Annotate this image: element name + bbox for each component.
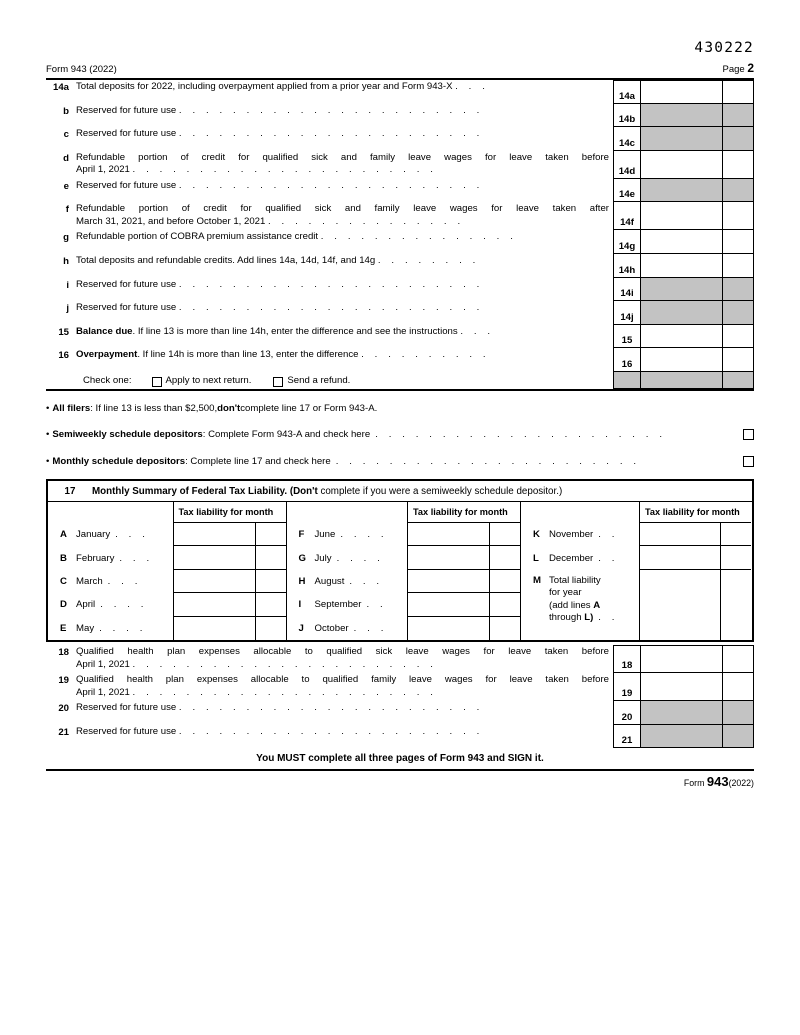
- tax-liability-caption: Tax liability for month: [407, 502, 520, 523]
- monthly-summary-header: [48, 481, 752, 502]
- footer-form-year: (2022): [728, 778, 754, 788]
- cents-field: [723, 278, 754, 302]
- line-box-number: 20: [613, 701, 641, 725]
- line-text: Total deposits and refundable credits. Add lines 14a, 14d, 14f, and 14g . . . . . . . .: [76, 254, 480, 266]
- leader-dots: . . . . . . . . . . . . . . . . . . . . . . .: [178, 725, 484, 737]
- line-box-number: 14e: [613, 179, 641, 203]
- amount-field[interactable]: [641, 151, 723, 179]
- line-text-bold: Overpayment: [76, 349, 138, 361]
- amount-field: [641, 701, 723, 725]
- amount-field[interactable]: [641, 348, 723, 372]
- form-line-row: [46, 325, 754, 349]
- month-row: [287, 593, 521, 616]
- month-group-2: [286, 502, 521, 640]
- bullet-dot: •: [46, 429, 50, 440]
- depositor-instruction: [46, 421, 754, 448]
- monthly-summary-title: [92, 486, 562, 497]
- month-cents-field[interactable]: [489, 523, 520, 546]
- form-line-row: [46, 725, 754, 749]
- leader-dots: . . . . . . . . . . . . . . . . . . . . . . .: [178, 302, 484, 314]
- cents-field: [723, 701, 754, 725]
- line-number-label: b: [63, 105, 69, 117]
- amount-field[interactable]: [641, 254, 723, 278]
- leader-dots: . . . . . . . . . . . . . . . . . . . . . . .: [178, 702, 484, 713]
- form-line-row: [46, 230, 754, 254]
- line-description: [76, 325, 613, 349]
- total-liability-cents-field[interactable]: [720, 570, 751, 640]
- monthly-summary-dont: (Don't: [289, 485, 318, 497]
- footer-form-id: [684, 774, 754, 789]
- month-group-3: [520, 502, 751, 640]
- month-letter: E: [60, 622, 67, 634]
- month-row: [48, 570, 286, 593]
- line-number-label: 18: [58, 647, 69, 658]
- bullet-text: : Complete line 17 and check here: [185, 456, 331, 467]
- amount-field: [641, 127, 723, 151]
- month-label: [521, 523, 639, 546]
- leader-dots: . . . . . . . .: [377, 254, 480, 266]
- line-17-number: 17: [64, 485, 76, 497]
- amount-field[interactable]: [641, 202, 723, 230]
- month-amount-field[interactable]: [407, 546, 489, 569]
- line-box-number: 14g: [613, 230, 641, 254]
- month-row: [521, 523, 751, 546]
- check-one-label: Check one:: [83, 375, 132, 387]
- depositor-instruction: [46, 448, 754, 475]
- leader-dots: . . . . . . . . . . . . . . . . . . . . . . .: [178, 128, 484, 140]
- month-letter: A: [60, 529, 67, 541]
- month-row: [521, 546, 751, 569]
- leader-dots: . . .: [460, 325, 495, 337]
- bullet-dot: •: [46, 403, 50, 414]
- leader-dots: . . .: [455, 81, 489, 92]
- month-group-header: [287, 502, 521, 523]
- month-header-spacer: [287, 502, 408, 523]
- month-cents-field[interactable]: [720, 523, 751, 546]
- month-letter: G: [298, 552, 306, 564]
- month-cents-field[interactable]: [255, 570, 286, 593]
- month-row: [287, 617, 521, 640]
- month-name: February: [76, 552, 115, 564]
- month-cents-field[interactable]: [489, 617, 520, 640]
- amount-field[interactable]: [641, 230, 723, 254]
- leader-dots: . . . . . . . . . . . . . . . . . . . . . . .: [178, 278, 484, 290]
- line-description: [76, 725, 613, 749]
- cents-field[interactable]: [723, 202, 754, 230]
- month-label: [48, 570, 173, 593]
- line-number-label: h: [63, 255, 69, 267]
- month-group-header: [521, 502, 751, 523]
- leader-dots: . . . . . . . . . . . . . . . . . . . . . .: [375, 429, 667, 440]
- form-line-row: [46, 179, 754, 203]
- line-text-second: April 1, 2021 . . . . . . . . . . . . . . . . . . . . . . .: [76, 164, 437, 176]
- month-header-spacer: [48, 502, 173, 523]
- month-letter: F: [298, 529, 305, 541]
- total-liability-label: [521, 570, 639, 640]
- leader-dots: . . . . . . . . . .: [361, 349, 490, 361]
- amount-field: [641, 179, 723, 203]
- total-liability-row: [521, 570, 751, 640]
- line-description: [76, 254, 613, 278]
- line-number-label: c: [63, 129, 69, 141]
- bullet-text: : Complete Form 943-A and check here: [202, 429, 371, 440]
- month-amount-field[interactable]: [173, 593, 255, 616]
- form-line-row: [46, 348, 754, 372]
- line-text: Reserved for future use . . . . . . . . . . . . . . . . . . . . . . .: [76, 702, 484, 713]
- month-name: October: [314, 622, 349, 634]
- cents-field[interactable]: [723, 325, 754, 349]
- month-cents-field[interactable]: [489, 570, 520, 593]
- leader-dots: . . . . . . . . . . . . . . . . . . . . . . .: [132, 686, 437, 698]
- bullet-dot: •: [46, 456, 50, 467]
- line-text: Total deposits for 2022, including overpayment applied from a prior year and Form 943-X . . .: [76, 81, 489, 92]
- line-number-label: i: [66, 279, 69, 291]
- form-line-row: [46, 127, 754, 151]
- line-number-label: f: [65, 204, 69, 216]
- month-name: September: [314, 599, 362, 611]
- month-label: [48, 617, 173, 640]
- line-box-number: 14c: [613, 127, 641, 151]
- apply-next-return-label: Apply to next return.: [165, 375, 252, 387]
- line-text: Refundable portion of credit for qualified sick and family leave wages for leave taken after: [76, 203, 609, 215]
- month-name: January: [76, 529, 111, 541]
- month-row: [48, 593, 286, 616]
- cents-field: [723, 301, 754, 325]
- line-text-bold: Balance due: [76, 325, 133, 337]
- amount-field[interactable]: [641, 325, 723, 349]
- leader-dots: . . .: [115, 529, 149, 541]
- check-one-text: [46, 372, 613, 389]
- line-description: [76, 151, 613, 179]
- tax-liability-caption: Tax liability for month: [173, 502, 286, 523]
- send-refund-label: Send a refund.: [287, 375, 351, 387]
- send-refund-checkbox[interactable]: [273, 377, 283, 387]
- form-line-row: [46, 645, 754, 673]
- monthly-summary-box: [46, 479, 754, 642]
- bullet-bold-label: Monthly schedule depositors: [52, 456, 186, 467]
- line-description: [76, 80, 613, 104]
- depositor-checkbox[interactable]: [743, 456, 754, 467]
- cents-field[interactable]: [723, 645, 754, 673]
- page-number: 2: [747, 61, 754, 75]
- line-text: Qualified health plan expenses allocable to qualified family leave wages for leave taken before: [76, 674, 609, 685]
- section-divider-rule: [46, 389, 754, 391]
- line-number-label: e: [63, 180, 69, 192]
- line-box-number: 18: [613, 645, 641, 673]
- month-amount-field[interactable]: [639, 546, 720, 569]
- line-description: [76, 278, 613, 302]
- month-label: [287, 546, 408, 569]
- month-label: [287, 523, 408, 546]
- leader-dots: . . .: [349, 575, 384, 587]
- cents-field[interactable]: [723, 673, 754, 701]
- line-box-number: 14d: [613, 151, 641, 179]
- leader-dots: . . . . . . . . . . . . . . .: [268, 215, 465, 227]
- leader-dots: . .: [366, 599, 387, 611]
- month-letter: C: [60, 575, 67, 587]
- check-one-amount-spacer: [641, 372, 723, 389]
- line-number-label: 19: [58, 675, 69, 686]
- cents-field: [723, 179, 754, 203]
- form-line-row: [46, 202, 754, 230]
- page-header: [46, 61, 754, 75]
- leader-dots: . . . .: [336, 552, 384, 564]
- total-liability-text: Total liability for year (add lines A through L) . .: [549, 574, 619, 623]
- amount-field: [641, 301, 723, 325]
- month-group-1: [48, 502, 286, 640]
- line-number-label: 20: [58, 703, 69, 714]
- leader-dots: . . . . . . . . . . . . . . . . . . . . . . .: [178, 179, 484, 191]
- line-text: Balance due. If line 13 is more than line 14h, enter the difference and see the instructions . . .: [76, 325, 495, 337]
- line-number-label: 15: [58, 326, 69, 338]
- bullet-bold-label: All filers: [52, 403, 91, 414]
- leader-dots: . . .: [119, 552, 154, 564]
- line-text: Reserved for future use . . . . . . . . . . . . . . . . . . . . . . .: [76, 179, 484, 191]
- leader-dots: . . .: [353, 622, 388, 634]
- month-row: [48, 617, 286, 640]
- line-number-label: 16: [58, 350, 69, 362]
- line-number-label: d: [63, 152, 69, 164]
- month-label: [48, 546, 173, 569]
- line-box-number: 14j: [613, 301, 641, 325]
- leader-dots: . . . . . . . . . . . . . . . . . . . . . . .: [178, 104, 484, 116]
- form-line-row: [46, 278, 754, 302]
- leader-dots: . . . . . . . . . . . . . . . . . . . . . . .: [335, 456, 641, 467]
- line-text: Refundable portion of credit for qualified sick and family leave wages for leave taken before: [76, 151, 609, 163]
- form-line-row: [46, 673, 754, 701]
- check-one-row: [46, 372, 754, 389]
- line-text-second: April 1, 2021 . . . . . . . . . . . . . . . . . . . . . . .: [76, 658, 437, 670]
- month-letter: D: [60, 599, 67, 611]
- month-row: [48, 546, 286, 569]
- leader-dots: . . . .: [340, 529, 388, 541]
- line-number-label: g: [63, 232, 69, 244]
- month-cents-field[interactable]: [489, 546, 520, 569]
- apply-next-return-checkbox[interactable]: [152, 377, 162, 387]
- line-description: [76, 301, 613, 325]
- depositor-checkbox[interactable]: [743, 429, 754, 440]
- month-cents-field[interactable]: [255, 593, 286, 616]
- lines-14-16-section: [46, 80, 754, 391]
- form-name-header: Form 943 (2022): [46, 64, 117, 75]
- month-group-header: [48, 502, 286, 523]
- monthly-summary-title-rest: complete if you were a semiweekly schedule depositor.): [317, 485, 563, 497]
- footer-rule: [46, 769, 754, 771]
- leader-dots: . . .: [107, 575, 142, 587]
- line-box-number: 21: [613, 725, 641, 749]
- cents-field[interactable]: [723, 230, 754, 254]
- footer-form-word: Form: [683, 778, 705, 788]
- line-text: Reserved for future use . . . . . . . . . . . . . . . . . . . . . . .: [76, 104, 484, 116]
- month-amount-field[interactable]: [173, 523, 255, 546]
- month-name: August: [314, 575, 345, 587]
- month-row: [287, 570, 521, 593]
- month-name: December: [549, 552, 594, 564]
- line-number-label: 14a: [52, 82, 69, 93]
- amount-field: [641, 278, 723, 302]
- line-description: [76, 645, 613, 673]
- month-label: [521, 546, 639, 569]
- month-name: March: [76, 575, 103, 587]
- cents-field[interactable]: [723, 80, 754, 104]
- line-box-number: 19: [613, 673, 641, 701]
- amount-field[interactable]: [641, 645, 723, 673]
- month-name: April: [76, 599, 96, 611]
- line-text: Overpayment. If line 14h is more than line 13, enter the difference . . . . . . . . . .: [76, 349, 490, 361]
- tax-liability-caption: Tax liability for month: [639, 502, 751, 523]
- month-label: [48, 593, 173, 616]
- cents-field: [723, 127, 754, 151]
- bullet-text: : If line 13 is less than $2,500,: [90, 403, 218, 414]
- monthly-summary-title-bold: Monthly Summary of Federal Tax Liability.: [92, 485, 288, 497]
- form-line-row: [46, 301, 754, 325]
- line-description: [76, 348, 613, 372]
- line-description: [76, 673, 613, 701]
- line-box-number: 14i: [613, 278, 641, 302]
- lines-18-21-section: [46, 645, 754, 748]
- page-word: Page: [722, 64, 745, 75]
- month-amount-field[interactable]: [407, 593, 489, 616]
- leader-dots: . .: [598, 529, 619, 541]
- line-text-second: April 1, 2021 . . . . . . . . . . . . . . . . . . . . . . .: [76, 686, 437, 698]
- line-box-number: 14f: [613, 202, 641, 230]
- form-line-row: [46, 104, 754, 128]
- line-description: [76, 179, 613, 203]
- month-header-spacer: [521, 502, 639, 523]
- month-cents-field[interactable]: [255, 523, 286, 546]
- leader-dots: . . . .: [99, 622, 147, 634]
- form-line-row: [46, 151, 754, 179]
- month-name: July: [314, 552, 332, 564]
- month-amount-field[interactable]: [407, 617, 489, 640]
- amount-field[interactable]: [641, 80, 723, 104]
- month-letter: H: [298, 575, 306, 587]
- leader-dots: . . . .: [100, 599, 148, 611]
- cents-field[interactable]: [723, 348, 754, 372]
- line-description: [76, 202, 613, 230]
- footer-form-number: 943: [706, 774, 729, 789]
- line-description: [76, 104, 613, 128]
- cents-field: [723, 104, 754, 128]
- month-name: June: [314, 529, 336, 541]
- filer-instructions: [46, 396, 754, 475]
- month-name: May: [76, 622, 95, 634]
- document-code: 430222: [694, 40, 754, 56]
- month-letter: K: [533, 529, 540, 541]
- total-liability-letter: M: [533, 574, 541, 586]
- line-text: Qualified health plan expenses allocable to qualified sick leave wages for leave taken before: [76, 646, 609, 657]
- month-row: [287, 546, 521, 569]
- month-row: [48, 523, 286, 546]
- leader-dots: . .: [598, 552, 619, 564]
- bullet-bold-label: Semiweekly schedule depositors: [52, 429, 203, 440]
- line-box-number: 14b: [613, 104, 641, 128]
- month-cents-field[interactable]: [255, 617, 286, 640]
- bullet-dont: don't: [217, 403, 241, 414]
- amount-field: [641, 104, 723, 128]
- bullet-text-2: complete line 17 or Form 943-A.: [240, 403, 378, 414]
- total-liability-amount-field[interactable]: [639, 570, 720, 640]
- line-text: Reserved for future use . . . . . . . . . . . . . . . . . . . . . . .: [76, 302, 484, 314]
- month-amount-field[interactable]: [407, 523, 489, 546]
- month-letter: B: [60, 552, 67, 564]
- line-text: Reserved for future use . . . . . . . . . . . . . . . . . . . . . . .: [76, 128, 484, 140]
- page-number-header: [722, 61, 754, 75]
- line-description: [76, 701, 613, 725]
- line-text: Reserved for future use . . . . . . . . . . . . . . . . . . . . . . .: [76, 725, 484, 737]
- all-filers-instruction: [46, 396, 754, 421]
- leader-dots: . . . . . . . . . . . . . . .: [320, 231, 517, 243]
- month-letter: J: [298, 622, 304, 634]
- line-description: [76, 230, 613, 254]
- leader-dots: . . . . . . . . . . . . . . . . . . . . . . .: [132, 658, 437, 670]
- month-cents-field[interactable]: [489, 593, 520, 616]
- line-number-label: 21: [58, 726, 69, 738]
- line-text-second: March 31, 2021, and before October 1, 2021 . . . . . . . . . . . . . . .: [76, 215, 465, 227]
- form-line-row: [46, 254, 754, 278]
- month-amount-field[interactable]: [407, 570, 489, 593]
- line-box-number: 15: [613, 325, 641, 349]
- month-amount-field[interactable]: [173, 546, 255, 569]
- form-line-row: [46, 701, 754, 725]
- monthly-summary-body: [48, 502, 752, 640]
- line-box-number: 14h: [613, 254, 641, 278]
- line-box-number: 16: [613, 348, 641, 372]
- month-letter: I: [298, 599, 302, 611]
- month-amount-field[interactable]: [639, 523, 720, 546]
- leader-dots: . . . . . . . . . . . . . . . . . . . . . . .: [132, 164, 437, 176]
- month-label: [287, 570, 408, 593]
- line-number-label: j: [66, 303, 69, 315]
- month-amount-field[interactable]: [173, 570, 255, 593]
- amount-field: [641, 725, 723, 749]
- check-one-cents-spacer: [723, 372, 754, 389]
- line-text: Reserved for future use . . . . . . . . . . . . . . . . . . . . . . .: [76, 278, 484, 290]
- cents-field[interactable]: [723, 254, 754, 278]
- line-description: [76, 127, 613, 151]
- month-label: [287, 593, 408, 616]
- month-row: [287, 523, 521, 546]
- must-complete-notice: You MUST complete all three pages of Form 943 and SIGN it.: [256, 753, 544, 764]
- check-one-box-spacer: [613, 372, 641, 389]
- month-name: November: [549, 529, 594, 541]
- month-amount-field[interactable]: [173, 617, 255, 640]
- month-letter: L: [533, 552, 539, 564]
- cents-field: [723, 725, 754, 749]
- cents-field[interactable]: [723, 151, 754, 179]
- line-text: Refundable portion of COBRA premium assistance credit . . . . . . . . . . . . . . .: [76, 231, 517, 243]
- month-label: [287, 617, 408, 640]
- amount-field[interactable]: [641, 673, 723, 701]
- line-box-number: 14a: [613, 80, 641, 104]
- form-line-row: [46, 80, 754, 104]
- month-cents-field[interactable]: [255, 546, 286, 569]
- month-label: [48, 523, 173, 546]
- month-cents-field[interactable]: [720, 546, 751, 569]
- leader-dots: . .: [598, 612, 619, 623]
